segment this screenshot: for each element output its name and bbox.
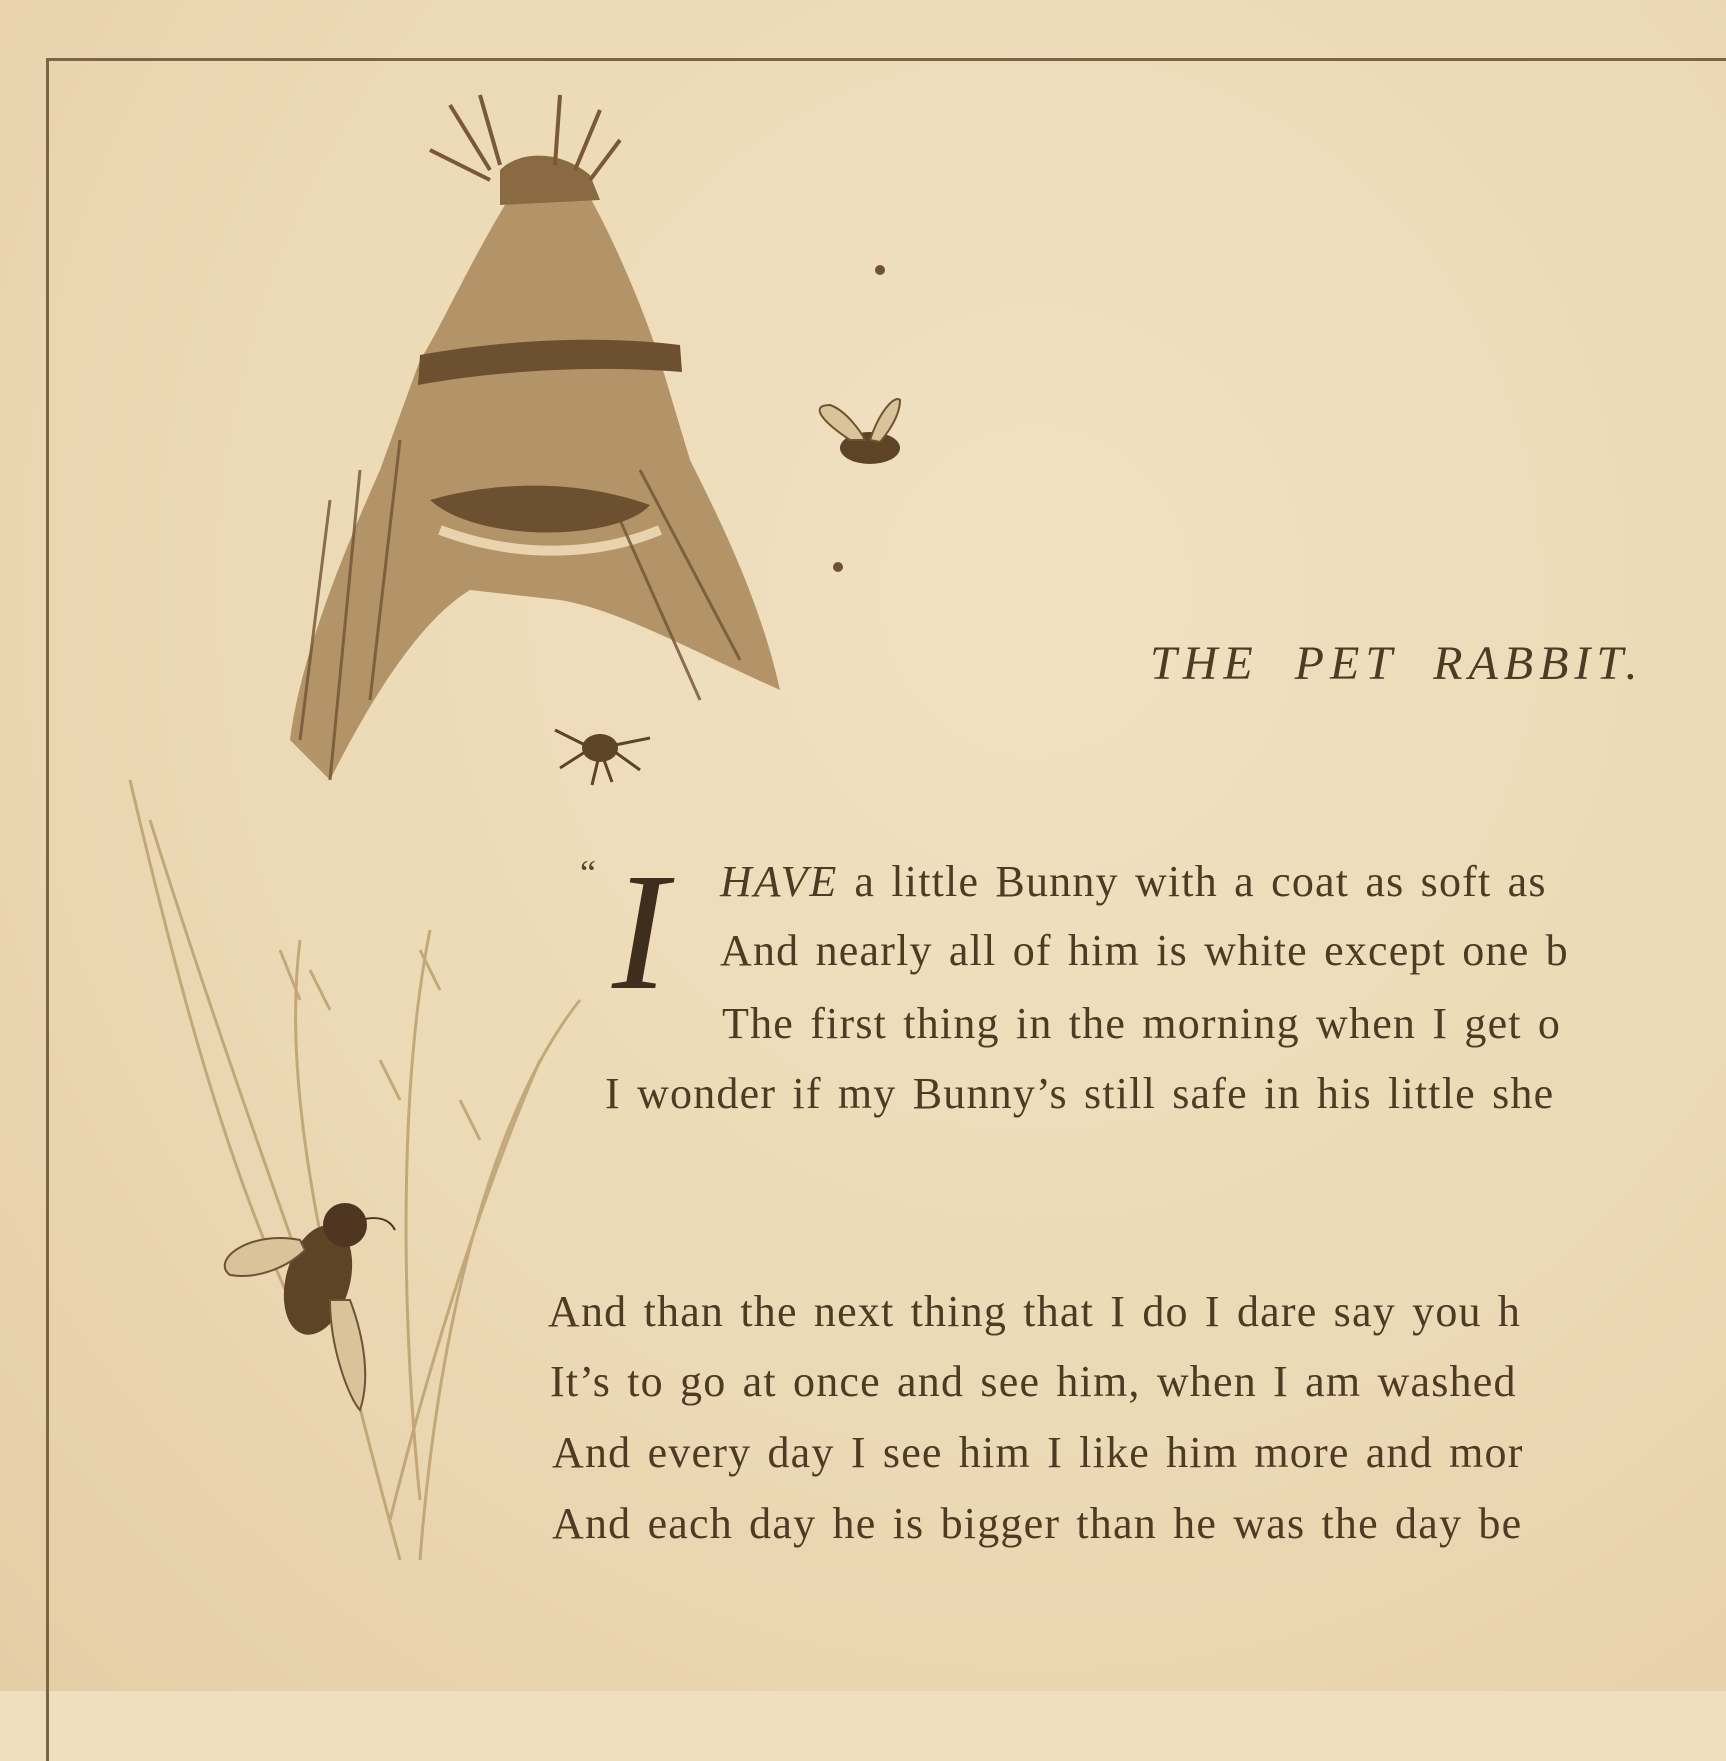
- poem-title: THE PET RABBIT.: [1150, 637, 1644, 690]
- stanza1-line1-rest: a little Bunny with a coat as soft as: [838, 857, 1547, 906]
- stanza2-line4: And each day he is bigger than he was the day be: [552, 1499, 1523, 1548]
- stanza1-line3: The first thing in the morning when I get o: [722, 999, 1562, 1048]
- drop-cap: I: [612, 839, 668, 1025]
- bee-on-grass-icon: [225, 1203, 395, 1410]
- stanza1-line2: And nearly all of him is white except one b: [720, 926, 1569, 975]
- stanza1-line1: [720, 856, 1547, 907]
- opening-quote: “: [580, 853, 596, 893]
- spider-icon: [555, 730, 650, 785]
- bee-flying-icon: [820, 399, 900, 464]
- grass-illustration: [130, 780, 580, 1560]
- stanza1-line1-lead: HAVE: [720, 857, 839, 906]
- stanza1-line4: I wonder if my Bunny’s still safe in his little she: [605, 1069, 1555, 1118]
- stanza2-line2: It’s to go at once and see him, when I am washed: [550, 1357, 1517, 1406]
- stanza2-line1: And than the next thing that I do I dare say you h: [548, 1287, 1522, 1336]
- beehive-illustration: [290, 95, 780, 780]
- stanza2-line3: And every day I see him I like him more and mor: [552, 1428, 1524, 1477]
